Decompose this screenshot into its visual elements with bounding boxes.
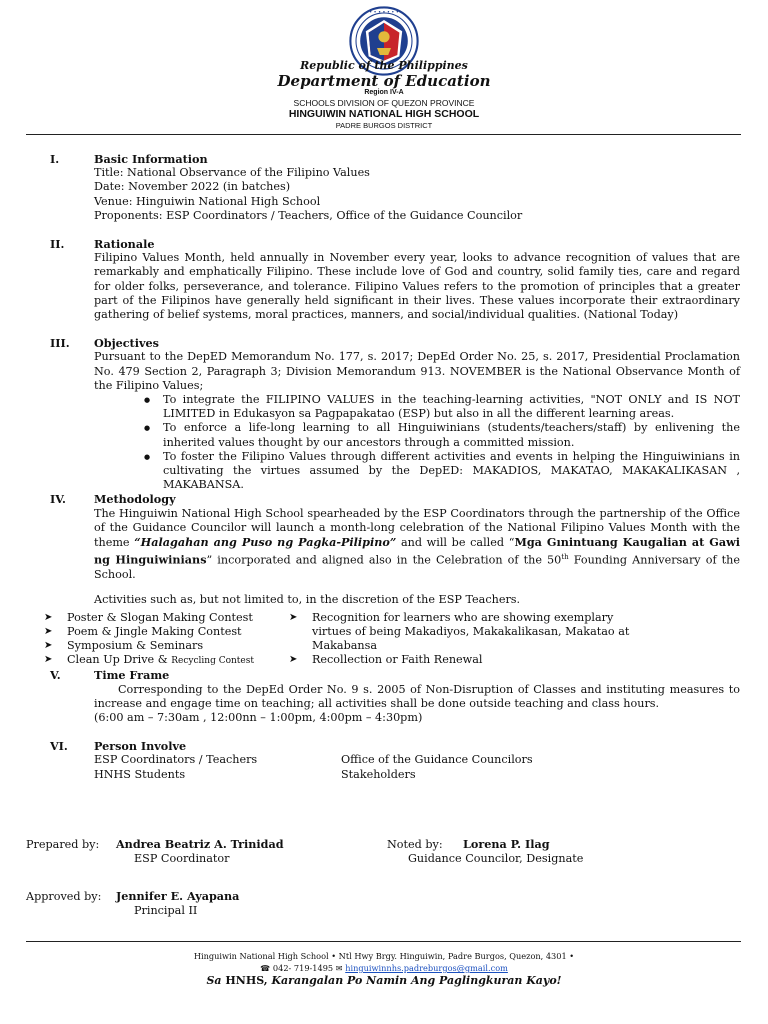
arrow-bullet-icon: ➤ <box>44 611 53 623</box>
district-label: PADRE BURGOS DISTRICT <box>335 121 433 130</box>
text-run: The Hinguiwin National High School spearheaded by the ESP Coordinators through the partnership of the Office of the Guidance Councilor will launch a month-long celebration of the National Filipino Values Month with the theme <box>94 506 740 550</box>
footer-email-link[interactable]: hinguiwinnhs.padreburgos@gmail.com <box>345 963 508 973</box>
rationale-text: Filipino Values Month, held annually in November every year, looks to advance recognition of values that are remarkably and emphatically Filipino. These include love of God and country, solid family ties, care and regard for older folks, perseverance, and tolerance. Filipino Values refers to the promotion of principles that a greater part of the Filipinos have generally held significant in their lives. These values incorporate their extraordinary gathering of belief systems, moral practices, manners, and social/individual qualities. (National Today) <box>94 251 740 322</box>
section-time-frame <box>0 668 768 725</box>
envelope-icon: ✉ <box>335 963 343 973</box>
footer-divider <box>26 941 741 942</box>
theme-text: “Halagahan ang Puso ng Pagka-Pilipino” <box>134 535 397 550</box>
signatory-label: Approved by: <box>26 890 102 903</box>
activities-intro: Activities such as, but not limited to, in the discretion of the ESP Teachers. <box>94 593 521 607</box>
persons-table <box>94 753 740 781</box>
signatory-label: Prepared by: <box>26 838 100 851</box>
list-item <box>289 653 655 667</box>
header-divider <box>26 134 741 135</box>
activity-label: Poster & Slogan Making Contest <box>67 610 253 624</box>
republic-label: Republic of the Philippines <box>300 59 468 72</box>
class-hours: (6:00 am – 7:30am , 12:00nn – 1:00pm, 4:00pm – 4:30pm) <box>94 711 423 725</box>
persons-column-left <box>94 753 341 781</box>
section-number: I. <box>50 152 60 166</box>
section-basic-information <box>0 152 768 223</box>
motto-text: Karangalan Po Namin Ang Paglingkuran Kayo! <box>267 974 562 987</box>
activities-column-left <box>0 611 289 669</box>
list-item <box>44 625 289 639</box>
activity-label: Recognition for learners who are showing exemplary virtues of being Makadiyos, Makakalikasan, Makatao at Makabansa <box>312 610 630 653</box>
text-run: ” incorporated and aligned also in the Celebration of the 50 <box>206 554 562 568</box>
time-frame-text: Corresponding to the DepEd Order No. 9 s. 2005 of Non-Disruption of Classes and instituting measures to increase and engage time on teaching; all activities shall be done outside teaching and class hours. <box>94 682 740 710</box>
list-item <box>44 611 289 625</box>
signatory-role: Guidance Councilor, Designate <box>408 852 584 865</box>
section-objectives <box>0 336 768 492</box>
activities-list <box>0 611 768 669</box>
section-methodology <box>0 492 768 668</box>
person-group: HNHS Students <box>94 767 186 781</box>
signatory-label: Noted by: <box>387 838 443 851</box>
footer-phone: 042- 719-1495 <box>272 963 334 973</box>
list-item <box>289 611 655 654</box>
section-number: III. <box>50 336 70 351</box>
persons-column-right <box>341 753 588 781</box>
division-label: SCHOOLS DIVISION OF QUEZON PROVINCE <box>293 98 475 108</box>
activity-label: Symposium & Seminars <box>67 639 204 653</box>
section-title: Basic Information <box>94 152 208 166</box>
region-label: Region IV-A <box>364 89 404 96</box>
signatory-role: Principal II <box>134 904 198 917</box>
methodology-text <box>94 507 740 583</box>
text-run: Founding Anniversary of the School. <box>94 554 740 582</box>
section-title: Time Frame <box>94 668 170 683</box>
footer-motto <box>0 974 768 987</box>
objectives-intro: Pursuant to the DepED Memorandum No. 177, s. 2017; DepEd Order No. 25, s. 2017, Presidential Proclamation No. 479 Section 2, Paragraph 3; Division Memorandum 913. NOVEMBER is the National Observance Month of the Filipino Values; <box>94 350 740 392</box>
signatory-noted <box>387 837 583 866</box>
section-number: V. <box>50 668 61 683</box>
activity-label: Poem & Jingle Making Contest <box>67 624 242 638</box>
phone-icon: ☎ <box>260 963 271 973</box>
list-item: ● To enforce a life-long learning to all Hinguiwinians (students/teachers/staff) by enlivening the inherited values thought by our ancestors through a committed mission. <box>94 421 740 449</box>
arrow-bullet-icon: ➤ <box>289 611 298 623</box>
motto-text: Sa <box>206 974 226 987</box>
arrow-bullet-icon: ➤ <box>44 640 53 652</box>
section-rationale <box>0 237 768 322</box>
svg-text:• • • • • • •: • • • • • • • <box>369 9 399 16</box>
signatory-approved <box>26 889 239 918</box>
motto-hnhs: HNHS, <box>225 974 268 987</box>
section-title: Methodology <box>94 492 176 507</box>
section-number: II. <box>50 237 65 252</box>
arrow-bullet-icon: ➤ <box>289 654 298 666</box>
footer-contact <box>0 963 768 973</box>
section-persons-involved <box>0 739 768 782</box>
list-item: ● To integrate the FILIPINO VALUES in the teaching-learning activities, "NOT ONLY and IS NOT LIMITED in Edukasyon sa Pagpapakatao (ESP) but also in all the different learning areas. <box>94 393 740 421</box>
list-item <box>44 639 289 653</box>
superscript: th <box>561 553 569 562</box>
department-title: Department of Education <box>277 72 491 90</box>
person-group: ESP Coordinators / Teachers <box>94 753 258 767</box>
activity-label: Clean Up Drive & <box>67 653 172 667</box>
info-line: Date: November 2022 (in batches) <box>94 180 291 194</box>
arrow-bullet-icon: ➤ <box>44 654 53 666</box>
info-line: Venue: Hinguiwin National High School <box>94 194 321 208</box>
footer-address: Hinguiwin National High School • Ntl Hwy Brgy. Hinguiwin, Padre Burgos, Quezon, 4301 • <box>193 951 575 961</box>
section-number: VI. <box>50 739 68 754</box>
objectives-list <box>94 393 740 492</box>
section-title: Objectives <box>94 336 159 351</box>
signatory-prepared <box>26 837 284 866</box>
signatory-role: ESP Coordinator <box>134 852 230 865</box>
list-item: ● To foster the Filipino Values through different activities and events in helping the Hinguiwinians in cultivating the virtues assumed by the DepED: MAKADIOS, MAKATAO, MAKAKALIKASAN , MAKABANSA. <box>94 450 740 493</box>
list-item <box>44 653 289 668</box>
activities-column-right <box>289 611 655 669</box>
celebration-name: Mga Gınintuang Kaugalian at Gawi ng Hinguiwinians <box>94 535 740 568</box>
section-title: Person Involve <box>94 739 187 754</box>
arrow-bullet-icon: ➤ <box>44 625 53 637</box>
signatory-name: Lorena P. Ilag <box>463 837 550 851</box>
person-group: Stakeholders <box>341 767 416 781</box>
text-run: and will be called “ <box>396 536 515 550</box>
section-title: Rationale <box>94 237 155 252</box>
info-line: Proponents: ESP Coordinators / Teachers, Office of the Guidance Councilor <box>94 208 523 222</box>
section-number: IV. <box>50 492 66 507</box>
activity-label: Recollection or Faith Renewal <box>312 653 483 667</box>
signatory-name: Andrea Beatriz A. Trinidad <box>116 837 284 851</box>
signatory-name: Jennifer E. Ayapana <box>116 889 240 903</box>
activity-label-small: Recycling Contest <box>171 656 254 667</box>
person-group: Office of the Guidance Councilors <box>341 753 533 767</box>
document-body <box>0 152 768 782</box>
info-line: Title: National Observance of the Filipino Values <box>94 166 370 180</box>
school-name: HINGUIWIN NATIONAL HIGH SCHOOL <box>288 108 480 120</box>
